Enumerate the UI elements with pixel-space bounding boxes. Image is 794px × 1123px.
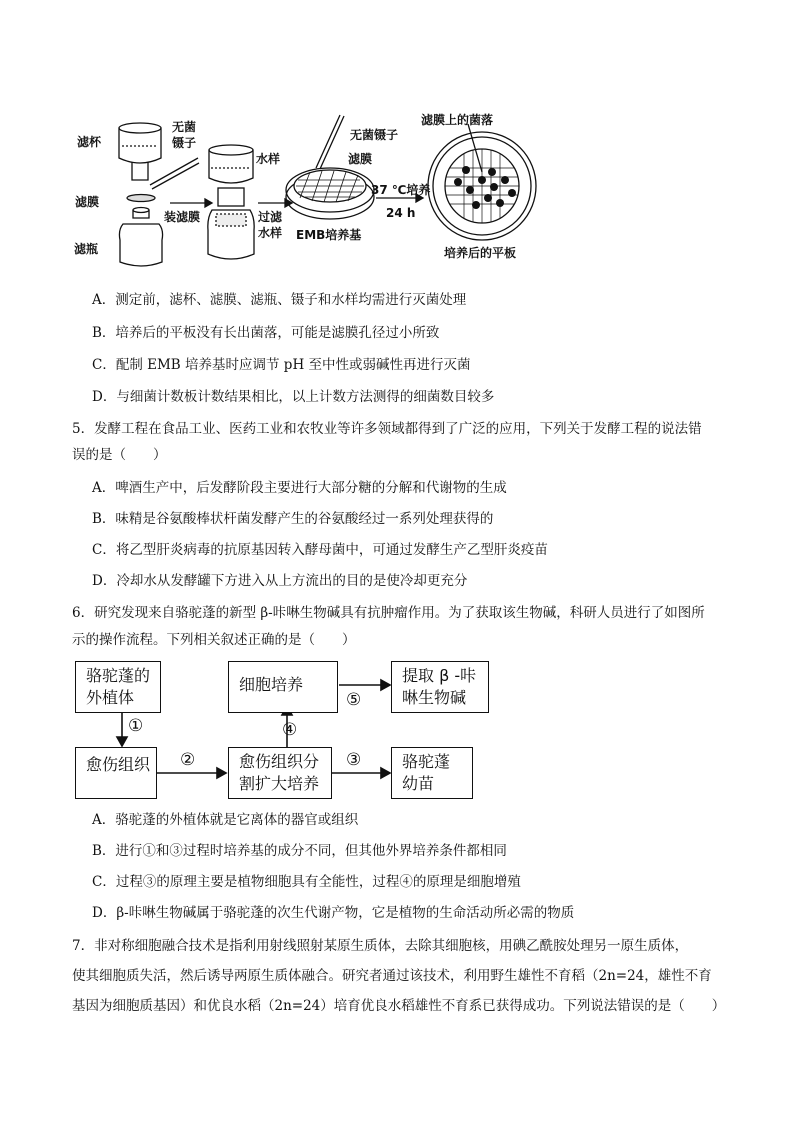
q5-stem-line2: 误的是（ ） (72, 447, 167, 463)
label-filter-2: 水样 (258, 226, 283, 240)
flow-step-5: ⑤ (346, 690, 362, 710)
label-culture-time: 24 h (386, 206, 416, 220)
flow-step-3: ③ (346, 750, 362, 770)
label-culture-condition: 37 ℃培养 (371, 183, 431, 197)
flow-box-extract (391, 661, 489, 713)
q5-option-d: D．冷却水从发酵罐下方进入从上方流出的目的是使冷却更充分 (92, 573, 468, 589)
flow-box-callus-expand-line2: 割扩大培养 (239, 774, 320, 793)
q5-stem-line1: 5．发酵工程在食品工业、医药工业和农牧业等许多领域都得到了广泛的应用，下列关于发酵工程的说法错 (72, 421, 702, 437)
flow-box-seedling-line1: 骆驼蓬 (402, 752, 451, 771)
flow-box-explant-line2: 外植体 (86, 688, 135, 707)
label-tweezers: 无菌 (172, 120, 197, 134)
flow-box-seedling (391, 747, 473, 799)
q6-option-c: C．过程③的原理主要是植物细胞具有全能性，过程④的原理是细胞增殖 (92, 874, 521, 890)
label-sterile-tweezers: 无菌镊子 (350, 128, 399, 142)
flow-step-4: ④ (282, 720, 298, 740)
q4-option-a: A．测定前，滤杯、滤膜、滤瓶、镊子和水样均需进行灭菌处理 (92, 292, 467, 308)
label-install: 装滤膜 (164, 210, 201, 224)
flow-box-cell-culture (228, 661, 338, 713)
q7-line3: 基因为细胞质基因）和优良水稻（2n=24）培育优良水稻雄性不育系已获得成功。下列说法错误的是（ ） (72, 998, 726, 1014)
q4-option-c: C．配制 EMB 培养基时应调节 pH 至中性或弱碱性再进行灭菌 (92, 357, 471, 373)
label-bottle: 滤瓶 (74, 242, 99, 256)
flow-box-extract-line1: 提取 β -咔 (402, 666, 477, 685)
label-membrane-b: 滤膜 (348, 152, 373, 166)
q6-option-a: A．骆驼蓬的外植体就是它离体的器官或组织 (92, 812, 359, 828)
q5-option-b: B．味精是谷氨酸棒状杆菌发酵产生的谷氨酸经过一系列处理获得的 (92, 511, 494, 527)
q5-option-a: A．啤酒生产中，后发酵阶段主要进行大部分糖的分解和代谢物的生成 (92, 480, 507, 496)
q6-option-d: D．β-咔啉生物碱属于骆驼蓬的次生代谢产物，它是植物的生命活动所必需的物质 (92, 905, 575, 921)
q6-stem-line1: 6．研究发现来自骆驼蓬的新型 β-咔啉生物碱具有抗肿瘤作用。为了获取该生物碱，科研人员进行了如图所 (72, 605, 705, 621)
flow-box-explant-line1: 骆驼蓬的 (86, 666, 151, 685)
q5-option-c: C．将乙型肝炎病毒的抗原基因转入酵母菌中，可通过发酵生产乙型肝炎疫苗 (92, 542, 548, 558)
label-water: 水样 (256, 152, 281, 166)
label-cup: 滤杯 (77, 135, 102, 149)
q7-line1: 7．非对称细胞融合技术是指利用射线照射某原生质体，去除其细胞核，用碘乙酰胺处理另一原生质体， (72, 938, 689, 954)
label-membrane: 滤膜 (75, 195, 100, 209)
q4-option-b: B．培养后的平板没有长出菌落，可能是滤膜孔径过小所致 (92, 325, 440, 341)
flow-box-explant (75, 661, 161, 713)
flow-box-extract-line2: 啉生物碱 (402, 688, 467, 707)
flow-step-1: ① (128, 716, 144, 736)
flow-box-seedling-line2: 幼苗 (402, 774, 435, 793)
label-filter-1: 过滤 (258, 210, 283, 224)
flow-box-callus (75, 747, 157, 799)
label-emb-medium: EMB培养基 (296, 228, 362, 242)
flow-step-2: ② (180, 750, 196, 770)
q4-option-d: D．与细菌计数板计数结果相比，以上计数方法测得的细菌数目较多 (92, 389, 495, 405)
flow-box-callus-expand (228, 747, 332, 799)
flow-box-cell-culture-line1: 细胞培养 (239, 675, 304, 694)
label-plate: 培养后的平板 (444, 246, 517, 260)
q6-option-b: B．进行①和③过程时培养基的成分不同，但其他外界培养条件都相同 (92, 843, 507, 859)
q7-line2: 使其细胞质失活，然后诱导两原生质体融合。研究者通过该技术，利用野生雄性不育稻（2n=24，雄性不育 (72, 968, 712, 984)
flow-box-callus-expand-line1: 愈伤组织分 (239, 752, 320, 771)
q6-stem-line2: 示的操作流程。下列相关叙述正确的是（ ） (72, 632, 356, 648)
label-colonies: 滤膜上的菌落 (421, 113, 494, 127)
flow-box-callus-line1: 愈伤组织 (86, 755, 151, 774)
label-tweezers-2: 镊子 (172, 136, 197, 150)
